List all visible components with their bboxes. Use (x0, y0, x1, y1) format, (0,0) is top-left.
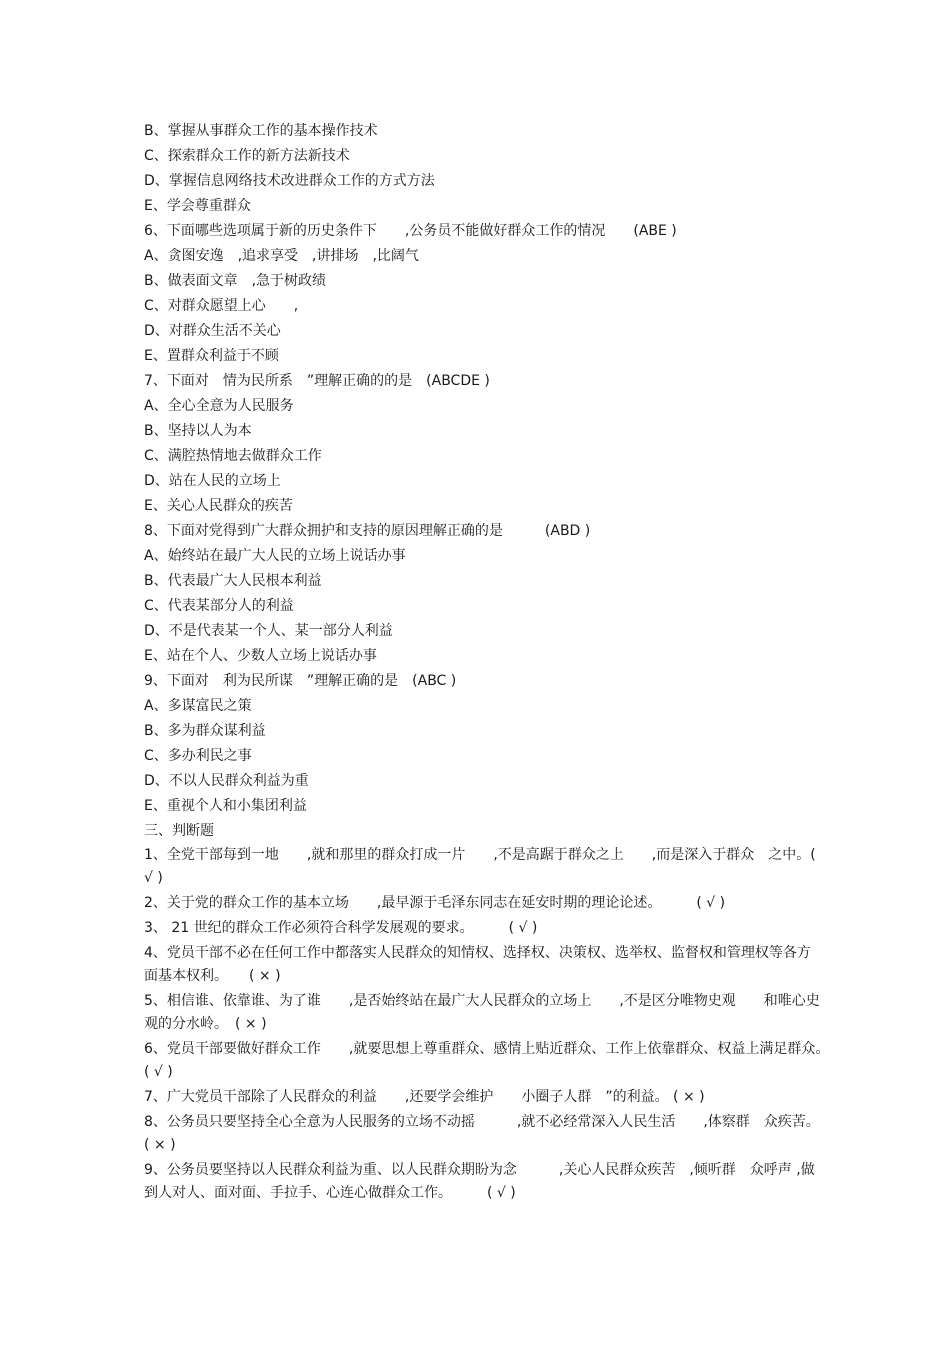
option-b-6: B、做表面文章 ,急于树政绩 (144, 273, 327, 289)
option-a-7: A、全心全意为人民服务 (144, 398, 294, 414)
judgment-6: 6、党员干部要做好群众工作 ,就要思想上尊重群众、感情上贴近群众、工作上依靠群众、权益上满足群众。 ( √ ) (144, 1041, 837, 1080)
option-e-6: E、置群众利益于不顾 (144, 348, 279, 364)
option-a-6: A、贪图安逸 ,追求享受 ,讲排场 ,比阔气 (144, 248, 419, 264)
option-b-5: B、掌握从事群众工作的基本操作技术 (144, 123, 378, 139)
judgment-1: 1、全党干部每到一地 ,就和那里的群众打成一片 ,不是高踞于群众之上 ,而是深入于群众 之中。( √ ) (144, 847, 816, 886)
option-d-7: D、站在人民的立场上 (144, 473, 281, 489)
judgment-7: 7、广大党员干部除了人民群众的利益 ,还要学会维护 小圈子人群 ”的利益。 ( × ) (144, 1089, 705, 1105)
judgment-8: 8、公务员只要坚持全心全意为人民服务的立场不动摇 ,就不必经常深入人民生活 ,体察群 众疾苦。 ( × ) (144, 1114, 820, 1153)
option-c-8: C、代表某部分人的利益 (144, 598, 294, 614)
option-e-8: E、站在个人、少数人立场上说话办事 (144, 648, 377, 664)
option-d-9: D、不以人民群众利益为重 (144, 773, 309, 789)
option-b-7: B、坚持以人为本 (144, 423, 252, 439)
judgment-5: 5、相信谁、依靠谁、为了谁 ,是否始终站在最广大人民群众的立场上 ,不是区分唯物史观 和唯心史观的分水岭。 ( × ) (144, 993, 820, 1032)
document-page (144, 119, 837, 1207)
judgment-4: 4、党员干部不必在任何工作中都落实人民群众的知情权、选择权、决策权、选举权、监督权和管理权等各方面基本权利。 ( × ) (144, 945, 811, 984)
option-e-7: E、关心人民群众的疾苦 (144, 498, 293, 514)
option-d-5: D、掌握信息网络技术改进群众工作的方式方法 (144, 173, 435, 189)
option-c-5: C、探索群众工作的新方法新技术 (144, 148, 350, 164)
option-e-9: E、重视个人和小集团利益 (144, 798, 307, 814)
option-c-6: C、对群众愿望上心 , (144, 298, 299, 314)
option-b-8: B、代表最广大人民根本利益 (144, 573, 322, 589)
option-c-7: C、满腔热情地去做群众工作 (144, 448, 322, 464)
question-9: 9、下面对 利为民所谋 ”理解正确的是 (ABC ) (144, 673, 457, 689)
option-d-8: D、不是代表某一个人、某一部分人利益 (144, 623, 393, 639)
option-b-9: B、多为群众谋利益 (144, 723, 266, 739)
option-a-9: A、多谋富民之策 (144, 698, 252, 714)
question-8: 8、下面对党得到广大群众拥护和支持的原因理解正确的是 (ABD ) (144, 523, 591, 539)
option-c-9: C、多办利民之事 (144, 748, 252, 764)
question-7: 7、下面对 情为民所系 ”理解正确的的是 (ABCDE ) (144, 373, 490, 389)
judgment-2: 2、关于党的群众工作的基本立场 ,最早源于毛泽东同志在延安时期的理论论述。 ( √ ) (144, 895, 726, 911)
judgment-3: 3、 21 世纪的群众工作必须符合科学发展观的要求。 ( √ ) (144, 920, 538, 936)
option-e-5: E、学会尊重群众 (144, 198, 251, 214)
judgment-9: 9、公务员要坚持以人民群众利益为重、以人民群众期盼为念 ,关心人民群众疾苦 ,倾听群 众呼声 ,做到人对人、面对面、手拉手、心连心做群众工作。 ( √ ) (144, 1162, 815, 1201)
option-d-6: D、对群众生活不关心 (144, 323, 281, 339)
question-6: 6、下面哪些选项属于新的历史条件下 ,公务员不能做好群众工作的情况 (ABE ) (144, 223, 677, 239)
section-heading-judgment: 三、判断题 (144, 823, 214, 839)
option-a-8: A、始终站在最广大人民的立场上说话办事 (144, 548, 406, 564)
